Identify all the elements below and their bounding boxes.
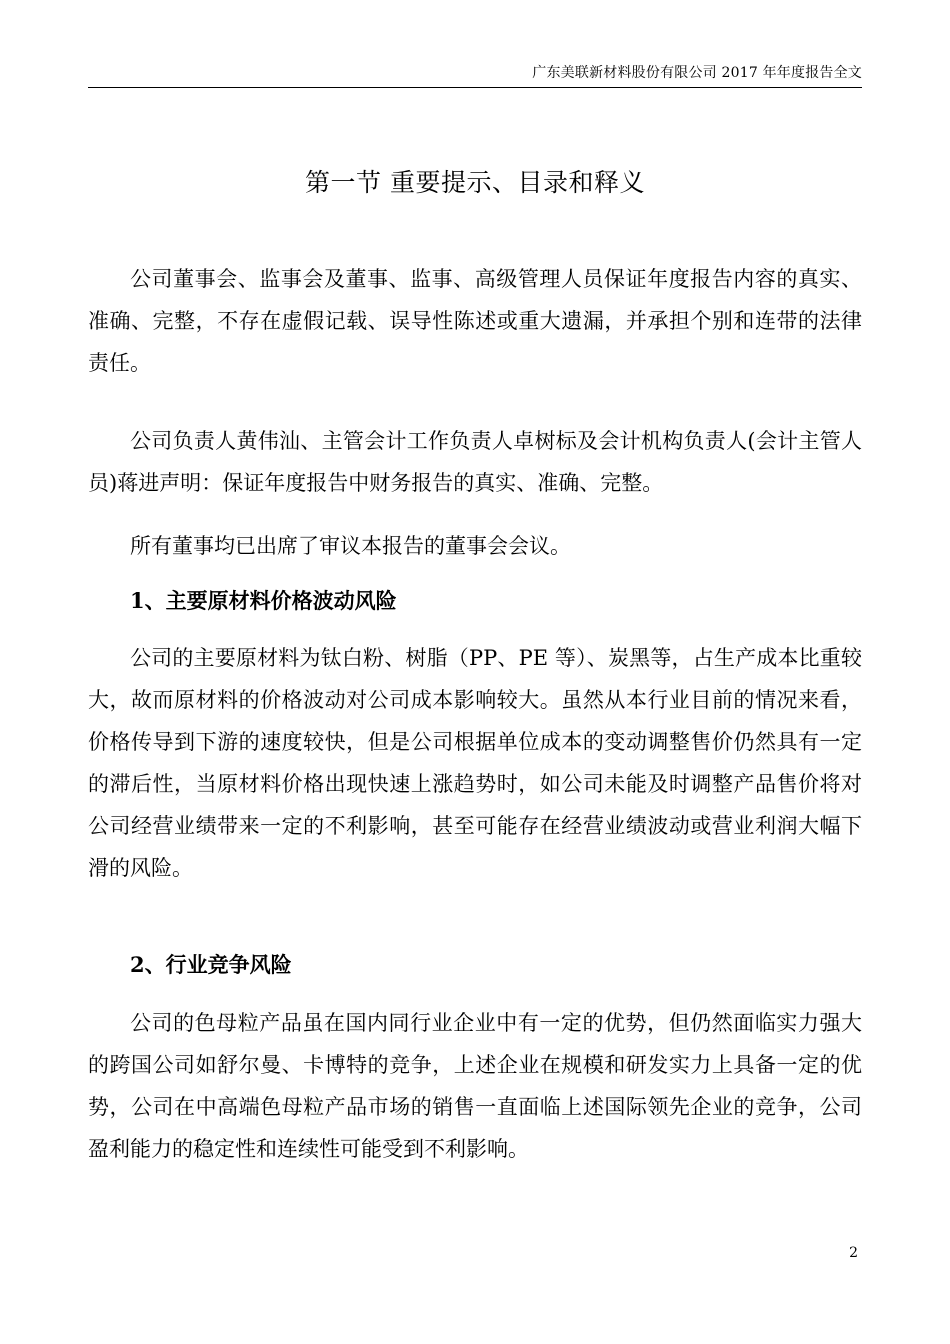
risk-heading-competition: 2、行业竞争风险	[130, 952, 292, 977]
paragraph-directors-attendance: 所有董事均已出席了审议本报告的董事会会议。	[130, 534, 571, 558]
risk-text-raw-material: 公司的主要原材料为钛白粉、树脂（PP、PE 等）、炭黑等，占生产成本比重较大，故而原材料的价格波动对公司成本影响较大。虽然从本行业目前的情况来看，价格传导到下游的速度较快，但是公司根据单位成本的变动调整售价仍然具有一定的滞后性，当原材料价格出现快速上涨趋势时，如公司未能及时调整产品售价将对公司经营业绩带来一定的不利影响，甚至可能存在经营业绩波动或营业利润大幅下滑的风险。	[88, 646, 862, 880]
risk-text-competition: 公司的色母粒产品虽在国内同行业企业中有一定的优势，但仍然面临实力强大的跨国公司如舒尔曼、卡博特的竞争，上述企业在规模和研发实力上具备一定的优势，公司在中高端色母粒产品市场的销售一直面临上述国际领先企业的竞争，公司盈利能力的稳定性和连续性可能受到不利影响。	[88, 1011, 862, 1161]
running-header: 广东美联新材料股份有限公司 2017 年年度报告全文	[532, 65, 862, 81]
header-divider	[88, 87, 862, 88]
paragraph-responsible-persons: 公司负责人黄伟汕、主管会计工作负责人卓树标及会计机构负责人(会计主管人员)蒋进声明：保证年度报告中财务报告的真实、准确、完整。	[88, 429, 862, 495]
risk-heading-raw-material: 1、主要原材料价格波动风险	[130, 588, 397, 613]
paragraph-board-guarantee: 公司董事会、监事会及董事、监事、高级管理人员保证年度报告内容的真实、准确、完整，不存在虚假记载、误导性陈述或重大遗漏，并承担个别和连带的法律责任。	[88, 267, 862, 375]
page-number: 2	[849, 1245, 858, 1261]
section-title: 第一节 重要提示、目录和释义	[305, 168, 645, 197]
